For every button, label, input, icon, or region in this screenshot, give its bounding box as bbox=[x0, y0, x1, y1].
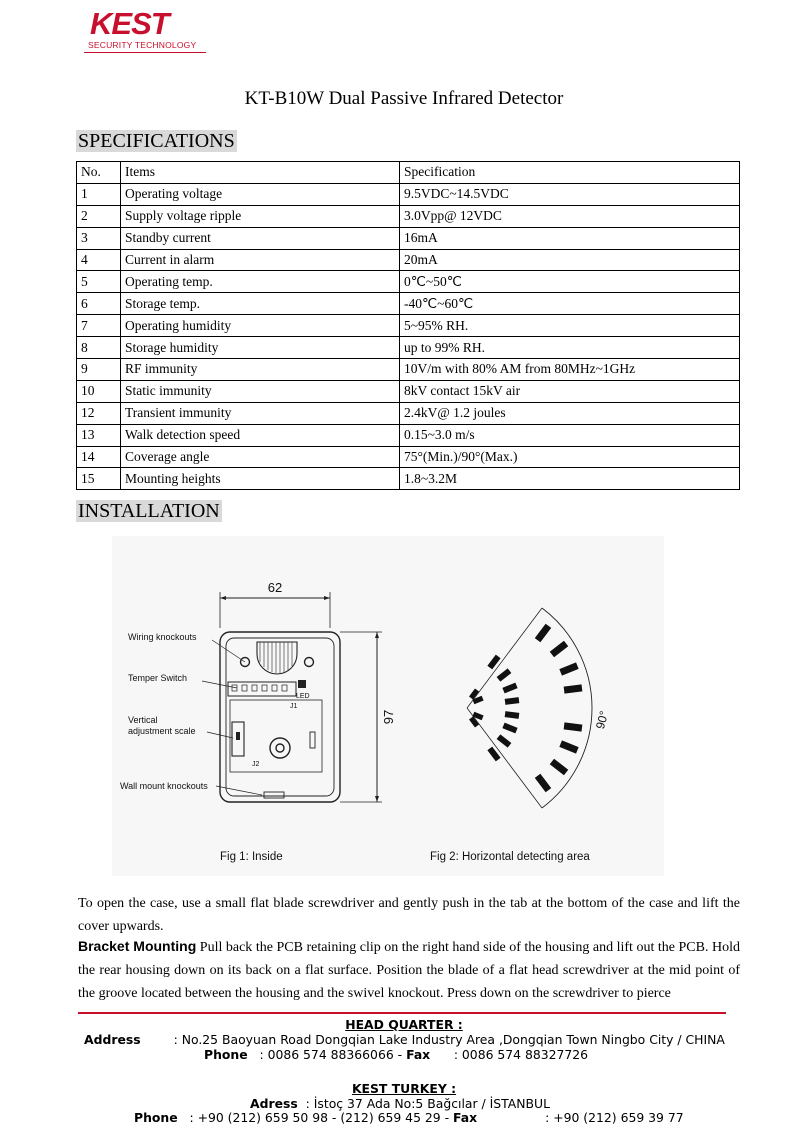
cell-no: 2 bbox=[77, 205, 121, 227]
table-row bbox=[77, 402, 740, 424]
turkey-address-line bbox=[250, 1096, 550, 1111]
turkey-phone-line bbox=[134, 1110, 684, 1125]
cell-specification: 3.0Vpp@ 12VDC bbox=[400, 205, 740, 227]
table-row bbox=[77, 227, 740, 249]
turkey-phone-value: : +90 (212) 659 50 98 - (212) 659 45 29 - bbox=[189, 1110, 450, 1125]
table-row bbox=[77, 249, 740, 271]
document-title: KT-B10W Dual Passive Infrared Detector bbox=[244, 88, 564, 109]
cell-item: Operating humidity bbox=[121, 315, 400, 337]
cell-item: Current in alarm bbox=[121, 249, 400, 271]
callout-wiring-knockouts: Wiring knockouts bbox=[128, 632, 197, 642]
cell-specification: 0℃~50℃ bbox=[400, 271, 740, 293]
cell-specification: 0.15~3.0 m/s bbox=[400, 424, 740, 446]
turkey-heading-wrap bbox=[0, 1081, 808, 1096]
table-row bbox=[77, 293, 740, 315]
specifications-table bbox=[76, 161, 740, 490]
bracket-mounting-text: Pull back the PCB retaining clip on the right hand side of the housing and lift out the PCB. Hold the rear housing down on its back on a flat surface. Position the blade of a flat head screwdriver at the mid point of the groove located between the housing and the swivel knockout. Press down on the screwdriver to pierce bbox=[78, 940, 740, 1001]
turkey-heading: KEST TURKEY : bbox=[351, 1081, 457, 1096]
board-label-led: LED bbox=[296, 693, 310, 700]
logo-divider bbox=[84, 52, 206, 53]
bracket-mounting-paragraph bbox=[78, 935, 740, 1005]
cell-item: Coverage angle bbox=[121, 446, 400, 468]
device-drawing bbox=[202, 592, 382, 802]
specifications-heading-wrap bbox=[76, 129, 237, 153]
logo-wordmark: KEST bbox=[90, 6, 169, 41]
cell-item: Supply voltage ripple bbox=[121, 205, 400, 227]
logo-tagline: SECURITY TECHNOLOGY bbox=[88, 40, 197, 50]
table-header-row bbox=[77, 162, 740, 184]
cell-specification: 2.4kV@ 1.2 joules bbox=[400, 402, 740, 424]
turkey-fax-label: Fax bbox=[453, 1110, 478, 1125]
column-header-items: Items bbox=[121, 162, 400, 184]
cell-no: 10 bbox=[77, 380, 121, 402]
hq-fax-value: : 0086 574 88327726 bbox=[453, 1047, 589, 1062]
cell-no: 1 bbox=[77, 183, 121, 205]
table-row bbox=[77, 380, 740, 402]
cell-item: Operating voltage bbox=[121, 183, 400, 205]
installation-diagram bbox=[112, 536, 664, 876]
table-row bbox=[77, 446, 740, 468]
cell-item: Operating temp. bbox=[121, 271, 400, 293]
cell-specification: 9.5VDC~14.5VDC bbox=[400, 183, 740, 205]
table-row bbox=[77, 424, 740, 446]
turkey-phone-label: Phone bbox=[134, 1110, 178, 1125]
cell-specification: 16mA bbox=[400, 227, 740, 249]
cell-specification: 20mA bbox=[400, 249, 740, 271]
turkey-address-value: : İstoç 37 Ada No:5 Bağcılar / İSTANBUL bbox=[305, 1096, 550, 1111]
column-header-no: No. bbox=[77, 162, 121, 184]
cell-no: 9 bbox=[77, 359, 121, 381]
callout-vertical: Vertical bbox=[128, 715, 158, 725]
cell-specification: 1.8~3.2M bbox=[400, 468, 740, 490]
fig2-caption: Fig 2: Horizontal detecting area bbox=[430, 851, 590, 863]
hq-address-label: Address bbox=[84, 1032, 141, 1047]
cell-no: 5 bbox=[77, 271, 121, 293]
turkey-address-label: Adress bbox=[250, 1096, 298, 1111]
cell-item: RF immunity bbox=[121, 359, 400, 381]
table-row bbox=[77, 337, 740, 359]
brand-logo bbox=[84, 8, 206, 52]
cell-no: 6 bbox=[77, 293, 121, 315]
hq-fax-label: Fax bbox=[406, 1047, 431, 1062]
cell-item: Transient immunity bbox=[121, 402, 400, 424]
cell-item: Storage temp. bbox=[121, 293, 400, 315]
table-row bbox=[77, 359, 740, 381]
installation-heading: INSTALLATION bbox=[78, 500, 220, 522]
cell-specification: 5~95% RH. bbox=[400, 315, 740, 337]
cell-no: 13 bbox=[77, 424, 121, 446]
cell-specification: -40℃~60℃ bbox=[400, 293, 740, 315]
callout-adjustment-scale: adjustment scale bbox=[128, 726, 196, 736]
open-case-paragraph: To open the case, use a small flat blade screwdriver and gently push in the tab at the bottom of the case and lift the cover upwards. bbox=[78, 896, 740, 934]
hq-phone-line bbox=[204, 1047, 588, 1062]
cell-no: 8 bbox=[77, 337, 121, 359]
table-row bbox=[77, 205, 740, 227]
installation-figure bbox=[112, 536, 664, 876]
hq-address-value: : No.25 Baoyuan Road Dongqian Lake Industry Area ,Dongqian Town Ningbo City / CHINA bbox=[173, 1032, 725, 1047]
cell-specification: 8kV contact 15kV air bbox=[400, 380, 740, 402]
hq-phone-value: : 0086 574 88366066 - bbox=[259, 1047, 403, 1062]
specifications-heading: SPECIFICATIONS bbox=[78, 130, 235, 152]
callout-temper-switch: Temper Switch bbox=[128, 673, 188, 683]
column-header-specification: Specification bbox=[400, 162, 740, 184]
cell-no: 15 bbox=[77, 468, 121, 490]
cell-no: 7 bbox=[77, 315, 121, 337]
cell-no: 12 bbox=[77, 402, 121, 424]
fig1-caption: Fig 1: Inside bbox=[220, 851, 283, 863]
bracket-mounting-label: Bracket Mounting bbox=[78, 938, 197, 954]
table-row bbox=[77, 468, 740, 490]
table-row bbox=[77, 271, 740, 293]
hq-heading: HEAD QUARTER : bbox=[345, 1017, 463, 1032]
cell-item: Standby current bbox=[121, 227, 400, 249]
hq-heading-wrap bbox=[0, 1017, 808, 1032]
table-row bbox=[77, 315, 740, 337]
dimension-width-label: 62 bbox=[267, 580, 283, 595]
footer-divider bbox=[78, 1012, 726, 1014]
detection-area-drawing bbox=[467, 608, 592, 808]
cell-item: Storage humidity bbox=[121, 337, 400, 359]
dimension-height-label: 97 bbox=[381, 709, 396, 725]
table-row bbox=[77, 183, 740, 205]
cell-item: Walk detection speed bbox=[121, 424, 400, 446]
hq-address-line bbox=[84, 1032, 725, 1047]
turkey-fax-value: : +90 (212) 659 39 77 bbox=[545, 1110, 684, 1125]
cell-no: 3 bbox=[77, 227, 121, 249]
cell-specification: 10V/m with 80% AM from 80MHz~1GHz bbox=[400, 359, 740, 381]
cell-no: 14 bbox=[77, 446, 121, 468]
angle-label: 90° bbox=[593, 709, 612, 731]
cell-item: Static immunity bbox=[121, 380, 400, 402]
cell-specification: up to 99% RH. bbox=[400, 337, 740, 359]
cell-no: 4 bbox=[77, 249, 121, 271]
cell-item: Mounting heights bbox=[121, 468, 400, 490]
board-label-j1: J1 bbox=[290, 703, 298, 710]
callout-wall-mount-knockouts: Wall mount knockouts bbox=[120, 781, 208, 791]
board-label-j2: J2 bbox=[252, 761, 260, 768]
installation-heading-wrap bbox=[76, 499, 222, 523]
hq-phone-label: Phone bbox=[204, 1047, 248, 1062]
cell-specification: 75°(Min.)/90°(Max.) bbox=[400, 446, 740, 468]
